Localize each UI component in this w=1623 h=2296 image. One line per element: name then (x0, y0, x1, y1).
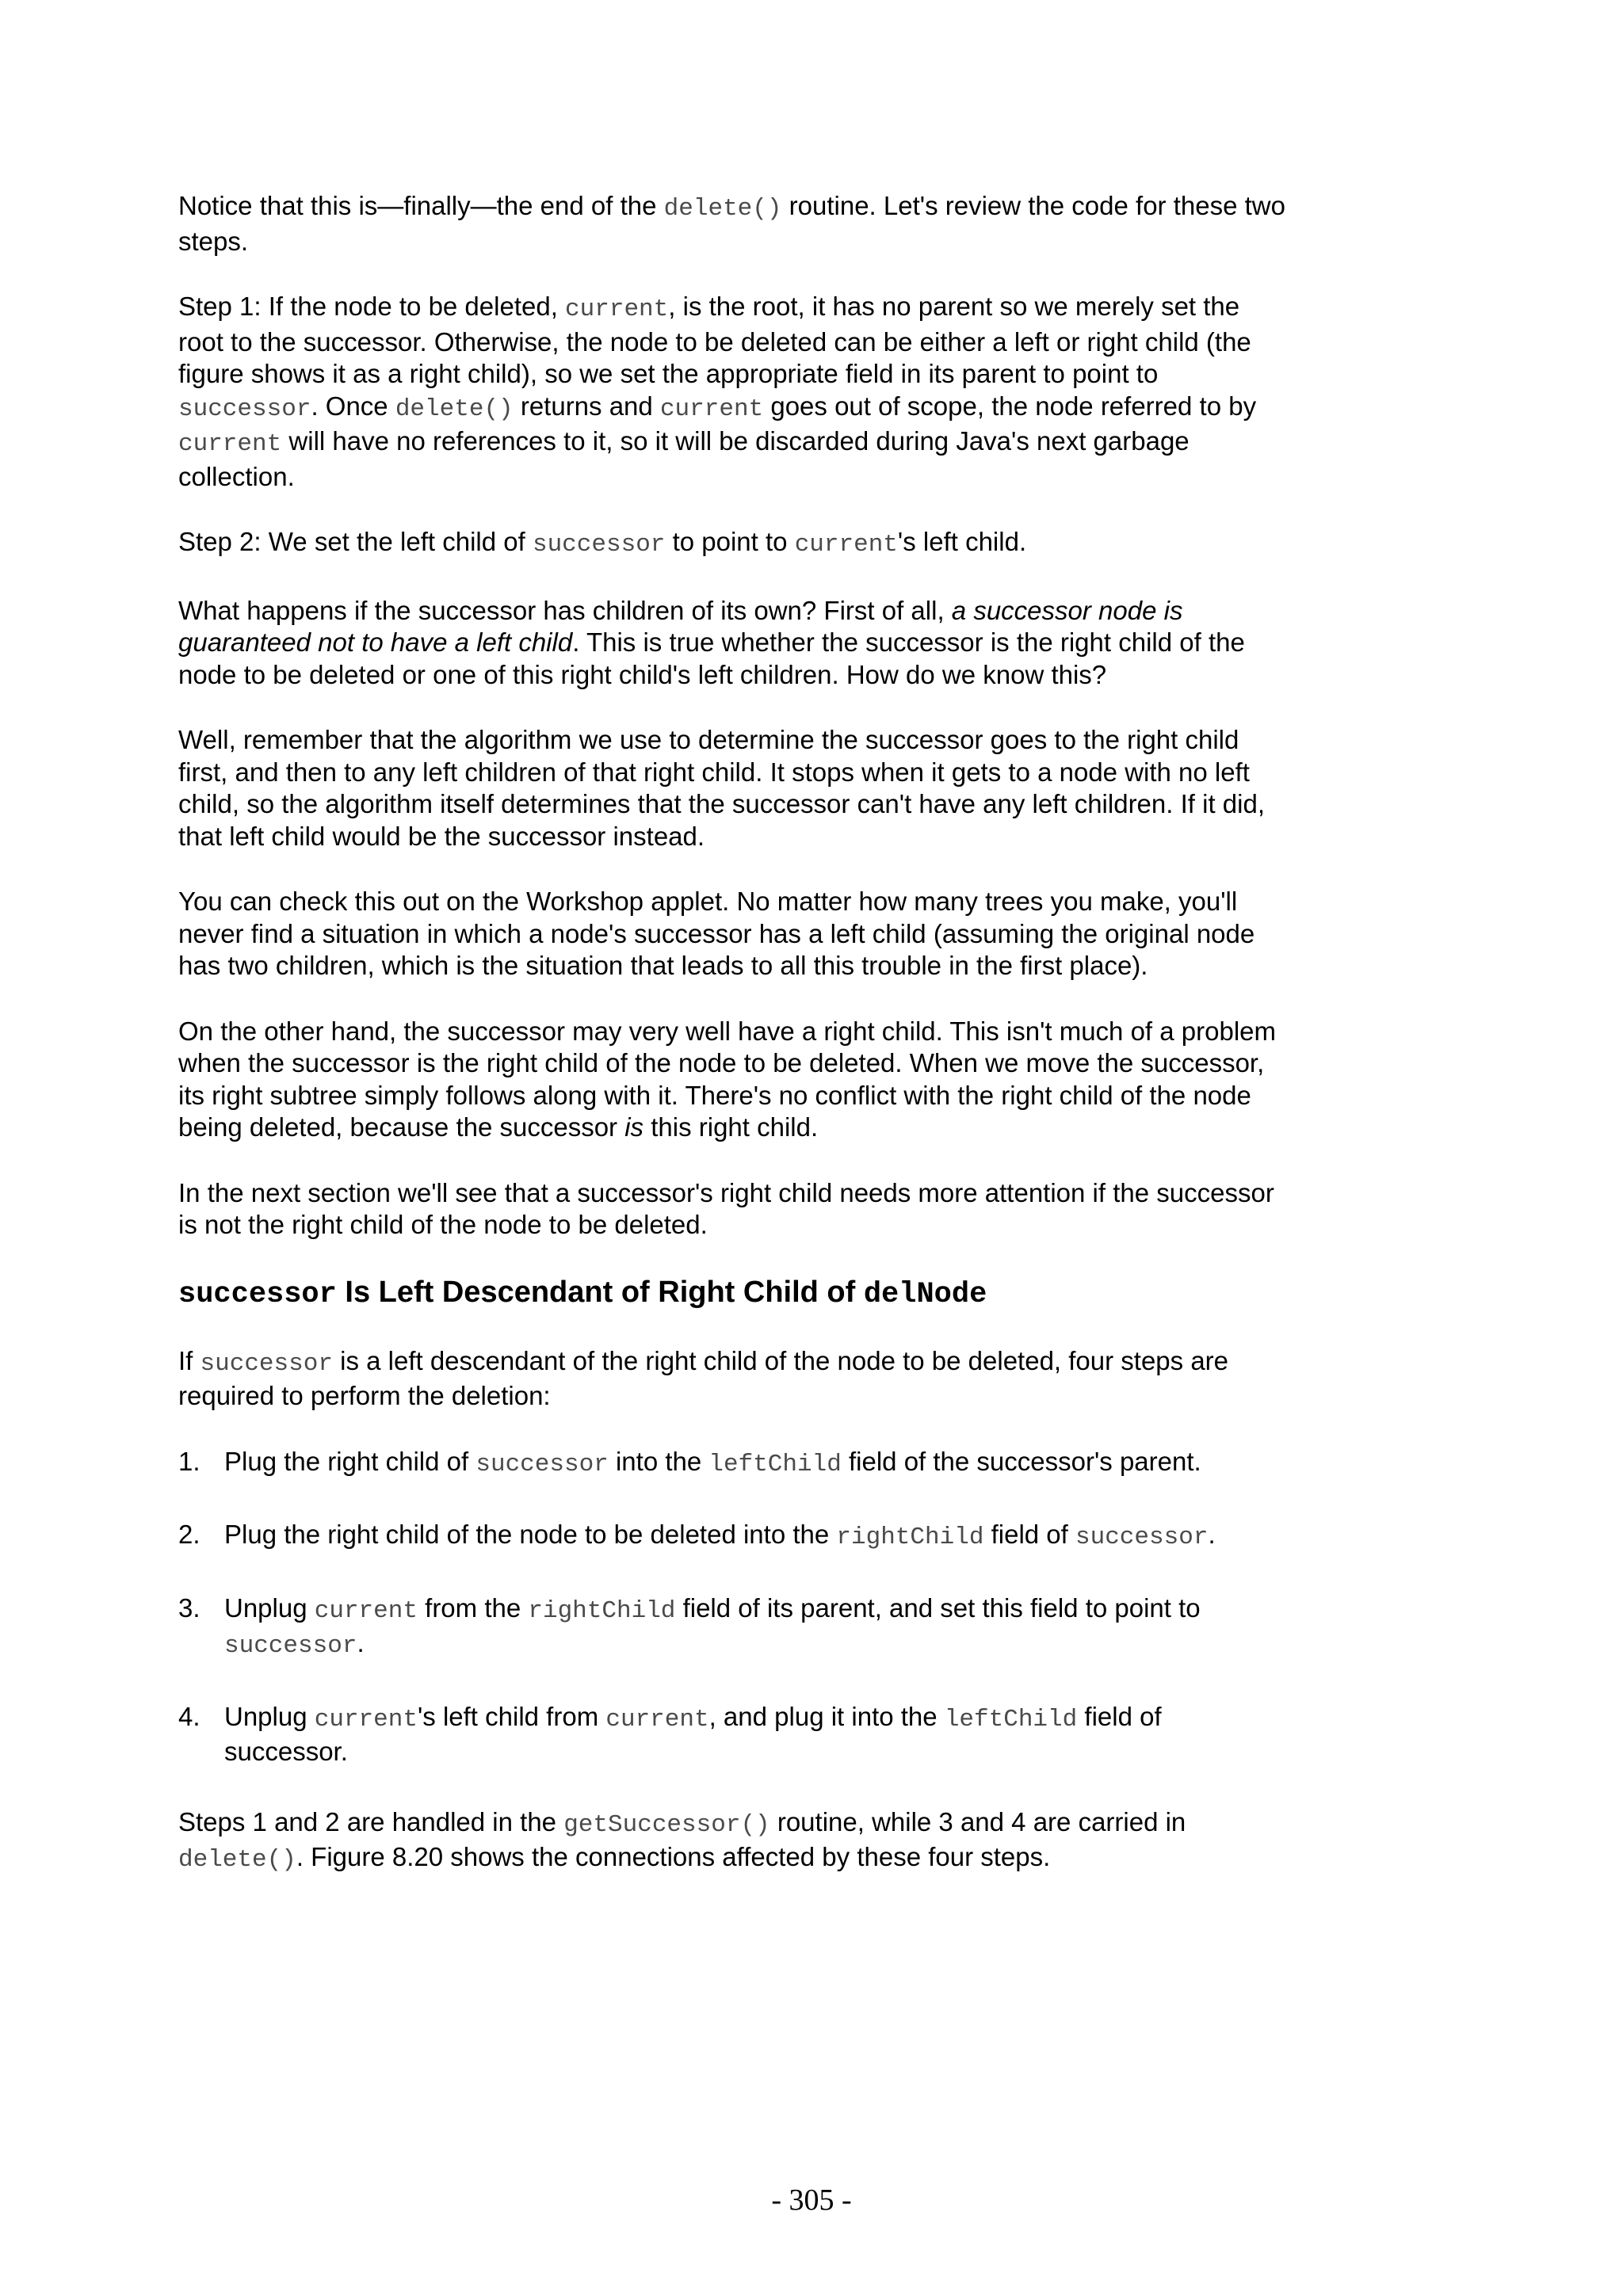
list-item: 3. Unplug current from the rightChild field of its parent, and set this field to point to successor. (178, 1592, 1201, 1660)
page-number: - 305 - (771, 2183, 852, 2217)
code-inline: getSuccessor() (563, 1810, 770, 1839)
code-inline: current (178, 430, 282, 458)
list-item: 1. Plug the right child of successor into the leftChild field of the successor's parent. (178, 1446, 1201, 1478)
paragraph-four-steps: If successor is a left descendant of the right child of the node to be deleted, four steps are required to perform the deletion: (178, 1345, 1229, 1410)
code-inline: current (565, 296, 669, 323)
paragraph-end-of-delete: Notice that this is—finally—the end of the delete() routine. Let's review the code for these two steps. (178, 191, 1285, 256)
emphasis: is (624, 1112, 644, 1142)
code-inline: successor (200, 1349, 333, 1378)
code-inline: current (794, 531, 898, 559)
code-inline: successor (178, 395, 311, 423)
code-inline: successor (532, 531, 666, 559)
paragraph-workshop-applet: You can check this out on the Workshop applet. No matter how many trees you make, you'll never find a situation in which a node's successor has a left child (assuming the original node has two children, which is the situation that leads to all this trouble in the first place). (178, 887, 1255, 980)
page-content (178, 190, 1288, 1910)
list-item: 4. Unplug current's left child from current, and plug it into the leftChild field of successor. (178, 1701, 1162, 1766)
paragraph-step-2: Step 2: We set the left child of successor to point to current's left child. (178, 527, 1027, 559)
code-inline: delete() (178, 1846, 296, 1874)
section-heading: successor Is Left Descendant of Right Child of delNode (178, 1275, 987, 1311)
code-inline: delete() (395, 395, 514, 423)
emphasis: a successor node is guaranteed not to have a left child (178, 595, 1183, 657)
code-inline: delete() (663, 195, 782, 223)
code-inline: current (659, 395, 764, 423)
steps-list (178, 1446, 1288, 1768)
paragraph-step-1: Step 1: If the node to be deleted, current, is the root, it has no parent so we merely set the root to the successor. Otherwise, the node to be deleted can be either a left or right child (the figure shows it as a right child), so we set the appropriate field in its parent to point to successor. Once delete() returns and current goes out of scope, the node referred to by current will have no references to it, so it will be discarded during Java's next garbage collection. (178, 292, 1257, 491)
paragraph-right-child: On the other hand, the successor may very well have a right child. This isn't much of a problem when the successor is the right child of the node to be deleted. When we move the successor, its right subtree simply follows along with it. There's no conflict with the right child of the node being deleted, because the successor is this right child. (178, 1016, 1277, 1142)
paragraph-steps-handled: Steps 1 and 2 are handled in the getSuccessor() routine, while 3 and 4 are carried in delete(). Figure 8.20 shows the connections affected by these four steps. (178, 1806, 1186, 1874)
paragraph-next-section: In the next section we'll see that a successor's right child needs more attention if the successor is not the right child of the node to be deleted. (178, 1177, 1274, 1239)
paragraph-successor-children: What happens if the successor has children of its own? First of all, a successor node is guaranteed not to have a left child. This is true whether the successor is the right child of the node to be deleted or one of this right child's left children. How do we know this? (178, 595, 1245, 689)
paragraph-algorithm: Well, remember that the algorithm we use to determine the successor goes to the right child first, and then to any left children of that right child. It stops when it gets to a node with no left child, so the algorithm itself determines that the successor can't have any left children. If it did, that left child would be the successor instead. (178, 725, 1265, 851)
list-item: 2. Plug the right child of the node to be deleted into the rightChild field of successor. (178, 1520, 1216, 1551)
